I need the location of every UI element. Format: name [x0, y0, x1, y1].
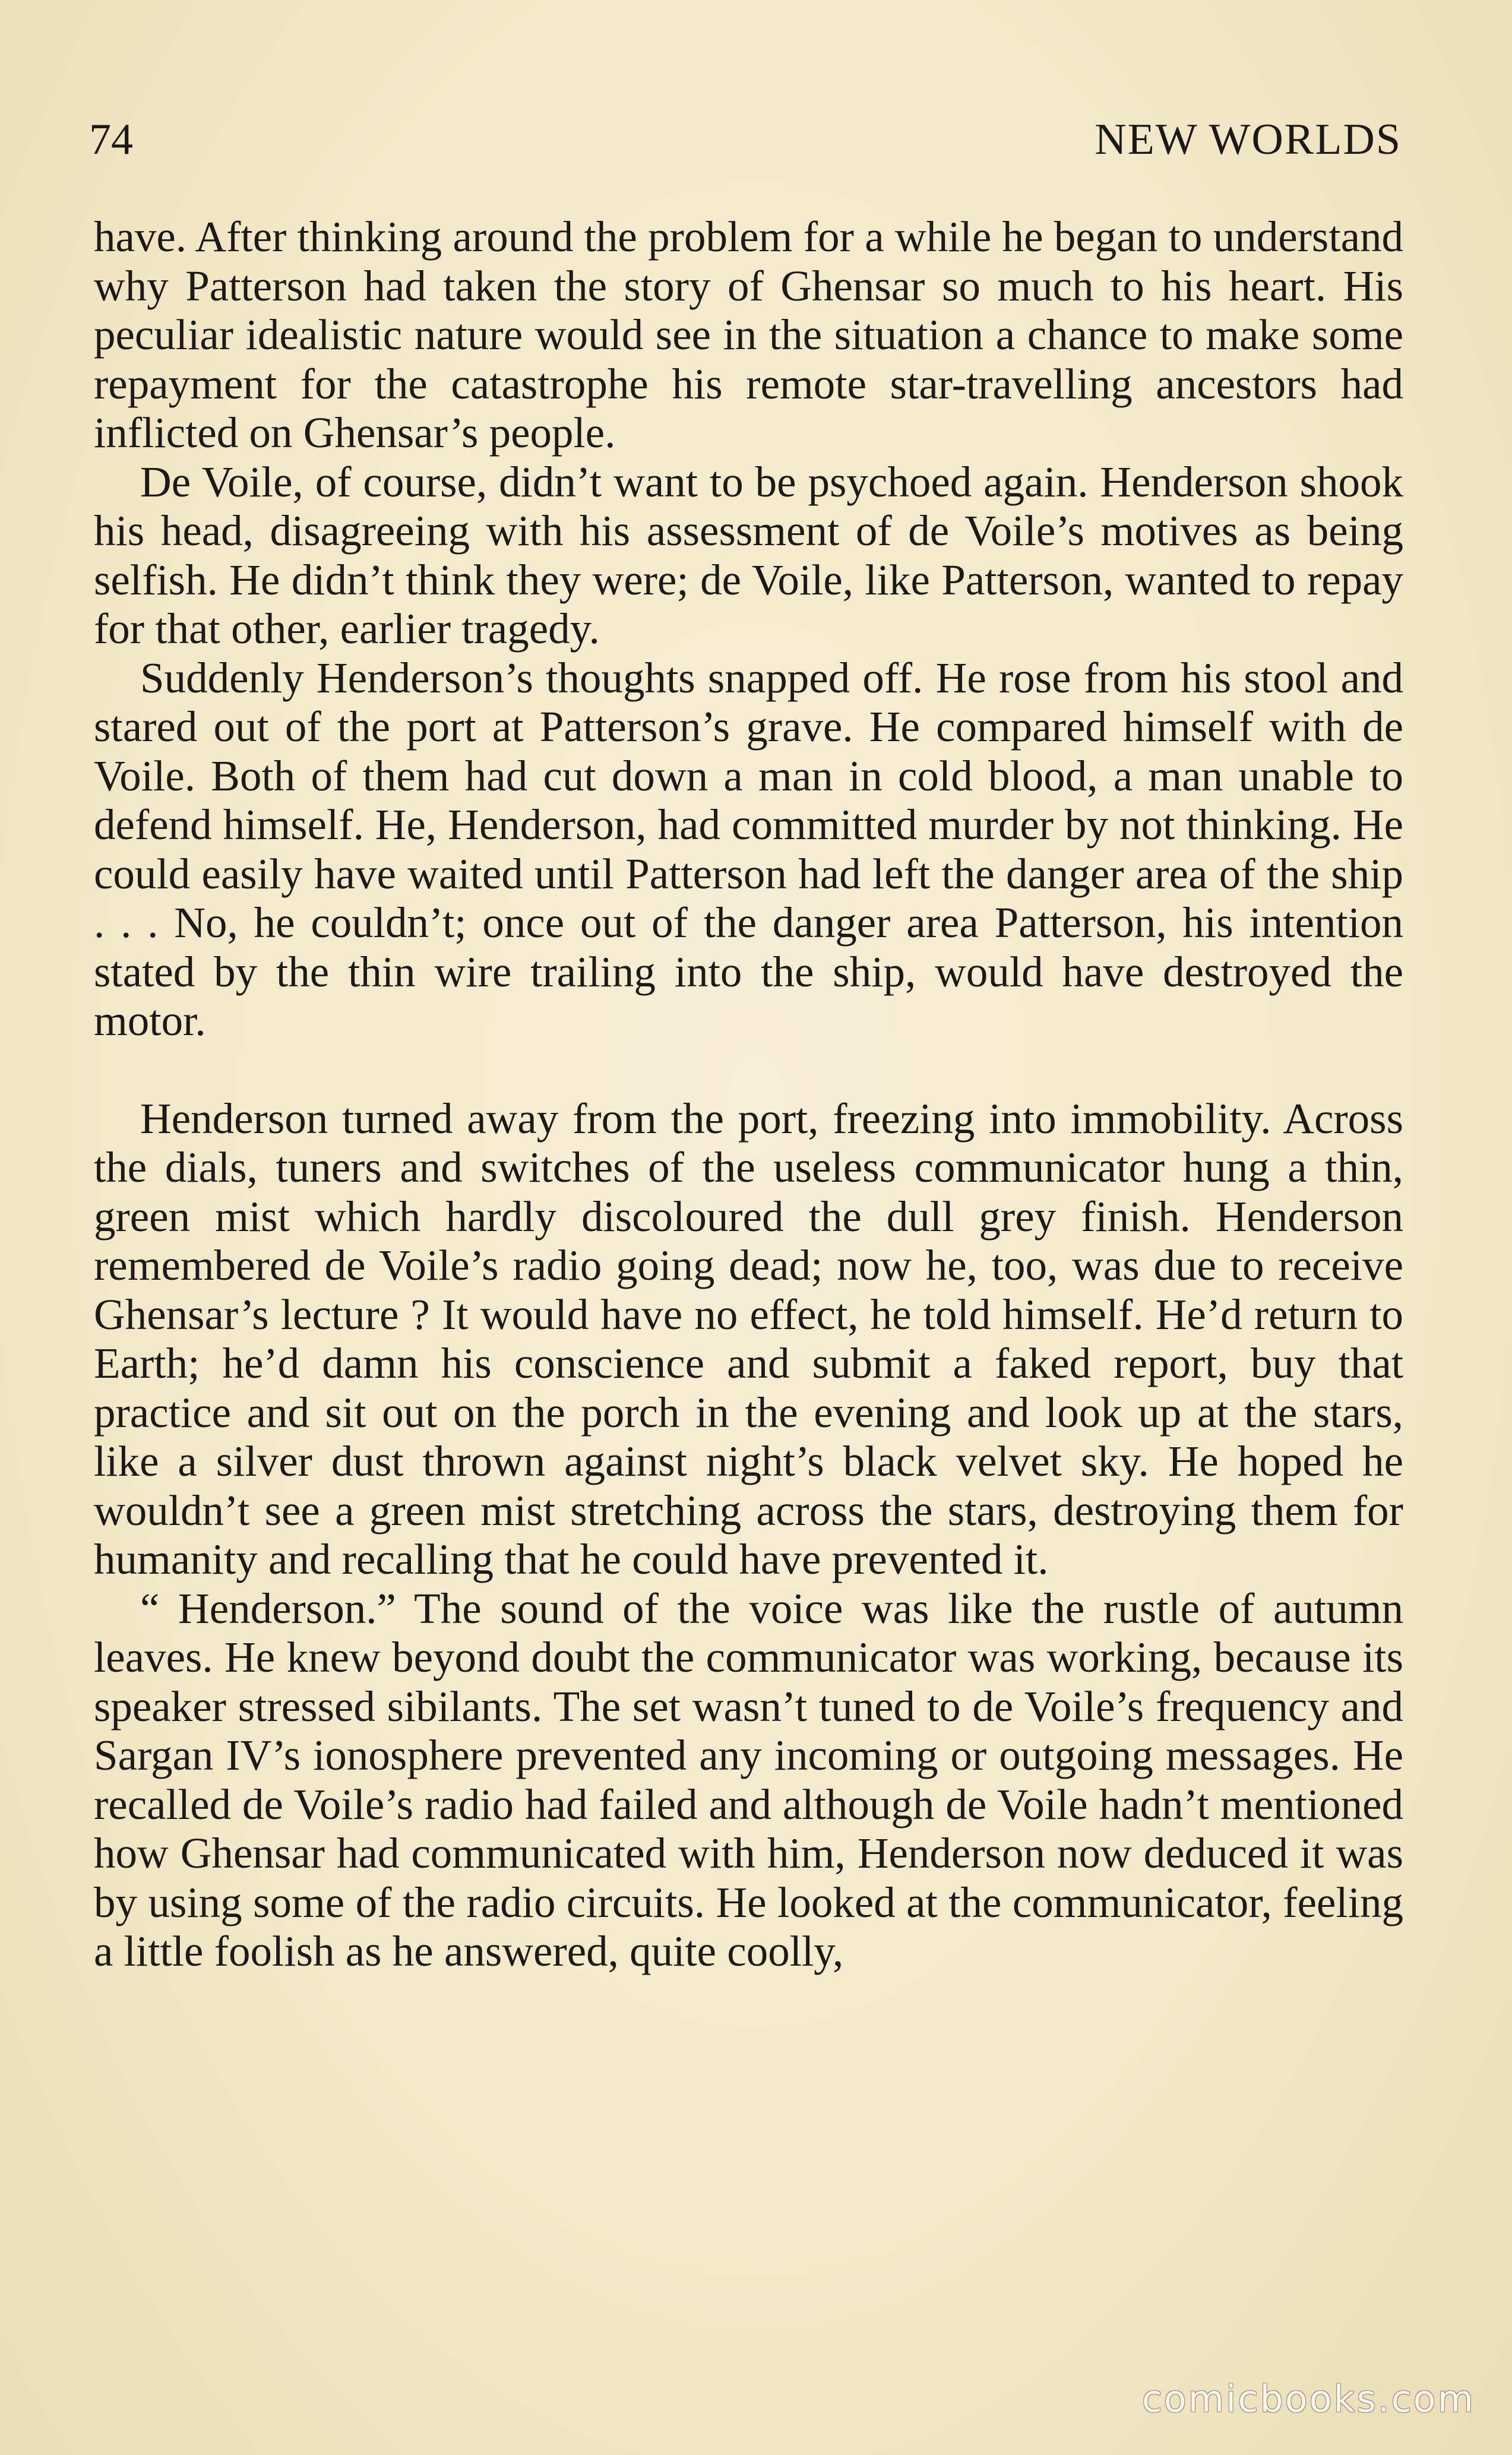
paragraph-3: Suddenly Henderson’s thoughts snapped off. He rose from his stool and stared out of the port at Patterson’s grave. He compared himself with de Voile. Both of them had cut down a man in cold blood, a man unable to defend himself. He, Henderson, had committed murder by not thinking. He could easily have waited until Patterson had left the danger area of the ship . . . No, he couldn’t; once out of the danger area Patterson, his intention stated by the thin wire trailing into the ship, would have destroyed the motor.: [94, 653, 1403, 1045]
paragraph-1: have. After thinking around the problem for a while he began to understand why Patterson had taken the story of Ghensar so much to his heart. His peculiar idealistic nature would see in the situation a chance to make some repayment for the catastrophe his remote star-travelling ancestors had inflicted on Ghensar’s people.: [94, 213, 1403, 457]
paragraph-5: “ Henderson.” The sound of the voice was like the rustle of autumn leaves. He knew beyond doubt the communicator was working, because its speaker stressed sibilants. The set wasn’t tuned to de Voile’s frequency and Sargan IV’s ionosphere prevented any incoming or outgoing messages. He recalled de Voile’s radio had failed and although de Voile hadn’t mentioned how Ghensar had communicated with him, Henderson now deduced it was by using some of the radio circuits. He looked at the communicator, feeling a little foolish as he answered, quite coolly,: [94, 1584, 1403, 1975]
journal-title: NEW WORLDS: [1095, 115, 1402, 164]
body-text: [94, 213, 1403, 1976]
paragraph-4: Henderson turned away from the port, freezing into immobility. Across the dials, tuners and switches of the useless communicator hung a thin, green mist which hardly discoloured the dull grey finish. Henderson remembered de Voile’s radio going dead; now he, too, was due to receive Ghensar’s lecture ? It would have no effect, he told himself. He’d return to Earth; he’d damn his conscience and submit a faked report, buy that practice and sit out on the porch in the evening and look up at the stars, like a silver dust thrown against night’s black velvet sky. He hoped he wouldn’t see a green mist stretching across the stars, destroying them for humanity and recalling that he could have prevented it.: [94, 1094, 1403, 1583]
running-head: [89, 113, 1402, 166]
paragraph-2: De Voile, of course, didn’t want to be psychoed again. Henderson shook his head, disagreeing with his assessment of de Voile’s motives as being selfish. He didn’t think they were; de Voile, like Patterson, wanted to repay for that other, earlier tragedy.: [94, 457, 1403, 653]
watermark-logo: comicbooks.com: [1141, 2377, 1475, 2421]
page-number: 74: [89, 115, 133, 164]
